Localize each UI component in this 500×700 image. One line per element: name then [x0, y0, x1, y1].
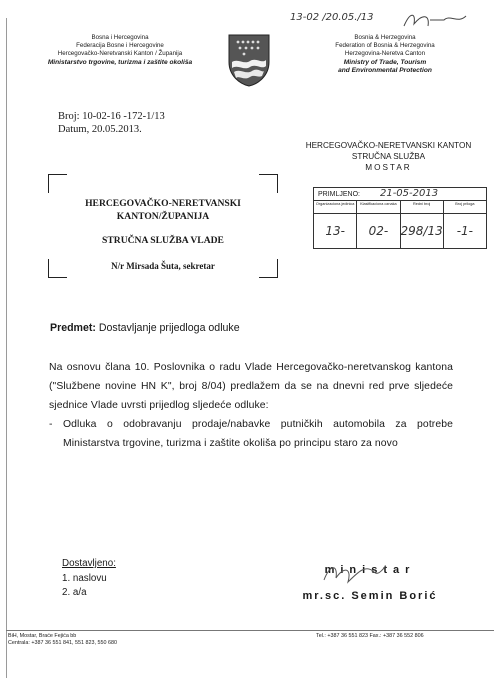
registry-header-2: Klasifikaciona oznaka	[357, 201, 400, 213]
registry-value-2: 02-	[357, 214, 400, 248]
registry-value-4: -1-	[456, 224, 474, 238]
header-left-line3: Hercegovačko-Neretvanski Kanton / Županija	[57, 50, 183, 58]
footer-address-line: BiH, Mostar, Braće Fejića bb	[8, 633, 77, 639]
distribution-label: Dostavljeno:	[62, 558, 116, 569]
registry-header-3: Redni broj	[401, 201, 444, 213]
footer-tel-fax: Tel.: +387 36 551 823 Fax.: +387 36 552 806	[316, 633, 424, 639]
kanton-stamp-line2: STRUČNA SLUŽBA	[351, 152, 426, 161]
subject-text: Dostavljanje prijedloga odluke	[98, 322, 240, 334]
addressee-service: STRUČNA SLUŽBA VLADE	[102, 235, 224, 247]
registry-header-1: Organizaciona jedinica	[314, 201, 357, 213]
kanton-stamp	[296, 140, 481, 173]
registry-received-date: 21-05-2013	[379, 188, 439, 199]
reference-number: Broj: 10-02-16 -172-1/13	[58, 111, 165, 122]
body-paragraph: Na osnovu člana 10. Poslovnika o radu Vlade Hercegovačko-neretvanskog kantona ("Službene novine HN K", broj 8/04) predlažem da se na dnevni red prve sljedeće sjednice Vlade uvrsti prijedlog sljedeće odluke:	[49, 362, 453, 411]
header-right-line3: Herzegovina-Neretva Canton	[344, 50, 426, 58]
registry-value-1: 13-	[314, 214, 357, 248]
handwritten-initials	[400, 8, 470, 32]
letter-body	[49, 358, 453, 453]
header-left-line2: Federacija Bosne i Hercegovine	[76, 42, 164, 50]
header-right-ministry-2: and Environmental Protection	[338, 66, 432, 74]
subject-line	[50, 322, 240, 334]
kanton-stamp-line3: MOSTAR	[365, 163, 412, 172]
addressee-attention: N/r Mirsada Šuta, sekretar	[111, 260, 215, 271]
addressee-block	[56, 198, 270, 272]
addressee-line1: HERCEGOVAČKO-NERETVANSKI	[85, 198, 241, 209]
bullet-dash: -	[49, 419, 53, 430]
header-right-line2: Federation of Bosnia & Herzegovina	[335, 42, 435, 50]
footer-address	[8, 633, 117, 648]
signature-title: ministar	[324, 564, 416, 576]
footer-divider	[6, 630, 494, 631]
header-right	[300, 34, 470, 75]
registry-received-row	[314, 188, 486, 201]
registry-header-row	[314, 201, 486, 214]
registry-header-4: Broj priloga	[455, 202, 475, 206]
addressee-line2: KANTON/ŽUPANIJA	[116, 210, 210, 222]
scan-edge-line	[6, 18, 7, 678]
registry-stamp	[313, 187, 487, 249]
handwritten-signature	[318, 558, 390, 588]
registry-received-label: PRIMLJENO:	[318, 191, 361, 198]
header-left	[30, 34, 210, 67]
header-left-ministry: Ministarstvo trgovine, turizma i zaštite okoliša	[47, 58, 193, 66]
reference-block	[58, 110, 165, 136]
coat-of-arms-icon	[226, 32, 272, 88]
header-left-line1: Bosna i Hercegovina	[91, 34, 149, 41]
footer-centrala: Centrala: +387 36 551 841, 551 823, 550 680	[8, 640, 117, 647]
bullet-text: Odluka o odobravanju prodaje/nabavke putničkih automobila za potrebe Ministarstva trgovine, turizma i zaštite okoliša po principu staro za novo	[63, 419, 453, 449]
registry-value-3: 298/13	[401, 214, 444, 248]
kanton-stamp-line1: HERCEGOVAČKO-NERETVANSKI KANTON	[305, 141, 472, 150]
distribution-item-1: 1. naslovu	[62, 572, 107, 584]
subject-label: Predmet:	[50, 322, 96, 334]
registry-value-row	[314, 214, 486, 248]
distribution-block	[62, 557, 116, 601]
header-right-line1: Bosnia & Herzegovina	[354, 34, 416, 41]
header-right-ministry: Ministry of Trade, Tourism	[343, 58, 427, 66]
reference-date: Datum, 20.05.2013.	[58, 124, 142, 135]
distribution-item-2: 2. a/a	[62, 587, 87, 598]
signature-name: mr.sc. Semin Borić	[302, 590, 438, 602]
body-bullet	[49, 415, 453, 453]
handwritten-note: 13-02 /20.05./13	[290, 12, 374, 23]
